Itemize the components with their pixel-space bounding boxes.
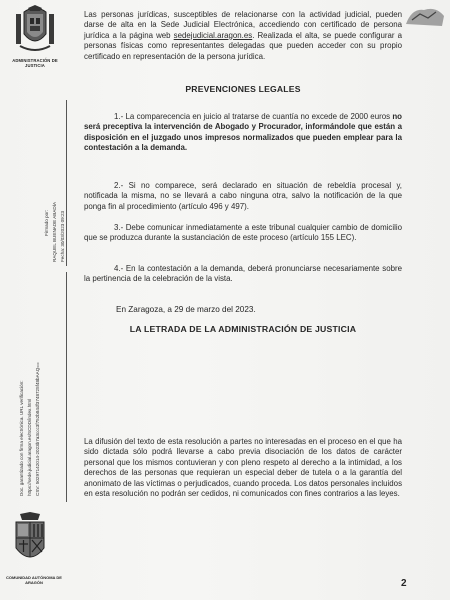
legal-item-2-text: 2.- Si no comparece, será declarado en situación de rebeldía procesal y, notificada la misma, no se llevará a cabo ninguna otra, salvo la notificación de la que ponga fin al procedimiento (artículo 496 y 497). xyxy=(84,181,402,211)
section-heading: PREVENCIONES LEGALES xyxy=(185,84,301,94)
place-date-line: En Zaragoza, a 29 de marzo del 2023. xyxy=(116,305,256,314)
aragon-coat-of-arms-icon xyxy=(10,512,50,568)
verification-url: https://sede.judicial.aragon.es/SCDD/index.html xyxy=(27,398,32,496)
signature-date: Fecha: 30/03/2023 09:23 xyxy=(60,210,65,262)
verification-note: Doc. garantizado con firma electrónica. URL verificación: xyxy=(19,380,24,496)
spain-coat-of-arms-icon xyxy=(12,4,58,54)
corner-stamp-icon xyxy=(402,2,448,30)
legal-item-1-bold: no será preceptiva la intervención de Abogado y Procurador, informándole que están a disposición en el juzgado unos impresos normalizados que pueden emplear para la contestación a la demanda. xyxy=(84,112,402,153)
legal-item-3-text: 3.- Debe comunicar inmediatamente a este tribunal cualquier cambio de domicilio que se produzca durante la sustanciación de este proceso (artículo 155 LEC). xyxy=(84,223,402,243)
sede-link[interactable]: sedejudicial.aragon.es xyxy=(173,30,253,40)
page-number: 2 xyxy=(401,578,407,589)
legal-item-4 xyxy=(84,264,402,285)
intro-text: Las personas jurídicas, susceptibles de relacionarse con la actividad judicial, pueden darse de alta en la Sede Judicial Electrónica, accediendo con certificado de persona jurídica a la página web sedejudicial.aragon.es. Realizada el alta, se puede configurar a personas físicas como representantes delegadas que pueden acceder con su propio certificado en representación de la persona jurídica. xyxy=(84,10,402,61)
margin-divider xyxy=(66,272,67,502)
csv-code: CSV: 50297142014-2023b7a3ccc3f752b84df3748725f48bAAQ== xyxy=(35,362,40,496)
intro-paragraph xyxy=(84,10,402,62)
legal-item-2 xyxy=(84,181,402,212)
signer-name: RAQUEL BUENADE ABADÍA xyxy=(52,201,57,262)
privacy-disclaimer: La difusión del texto de esta resolución a partes no interesadas en el proceso en el que ha sido dictada sólo podrá llevarse a cabo previa disociación de los datos de carácter personal que los mismos contuvieran y con pleno respeto al derecho a la intimidad, a los derechos de las personas que requieran un especial deber de tutela o a la garantía del anonimato de las víctimas o perjudicados, cuando proceda. Los datos personales incluidos en esta resolución no podrán ser cedidos, ni comunicados con fines contrarios a las leyes. xyxy=(84,437,403,499)
institution-caption: ADMINISTRACIÓN DE JUSTICIA xyxy=(12,58,58,68)
region-caption: COMUNIDAD AUTÓNOMA DE ARAGÓN xyxy=(6,575,62,585)
legal-item-1 xyxy=(84,112,402,154)
legal-item-3 xyxy=(84,223,402,244)
signer-label: Firmado por: xyxy=(44,209,49,236)
legal-item-4-text: 4.- En la contestación a la demanda, deberá pronunciarse necesariamente sobre la pertinencia de la celebración de la vista. xyxy=(84,264,402,284)
signatory-title: LA LETRADA DE LA ADMINISTRACIÓN DE JUSTICIA xyxy=(129,324,357,334)
margin-divider xyxy=(66,100,67,266)
left-margin xyxy=(0,0,76,600)
legal-item-1-text: 1.- La comparecencia en juicio al tratarse de cuantía no excede de 2000 euros xyxy=(114,112,393,121)
